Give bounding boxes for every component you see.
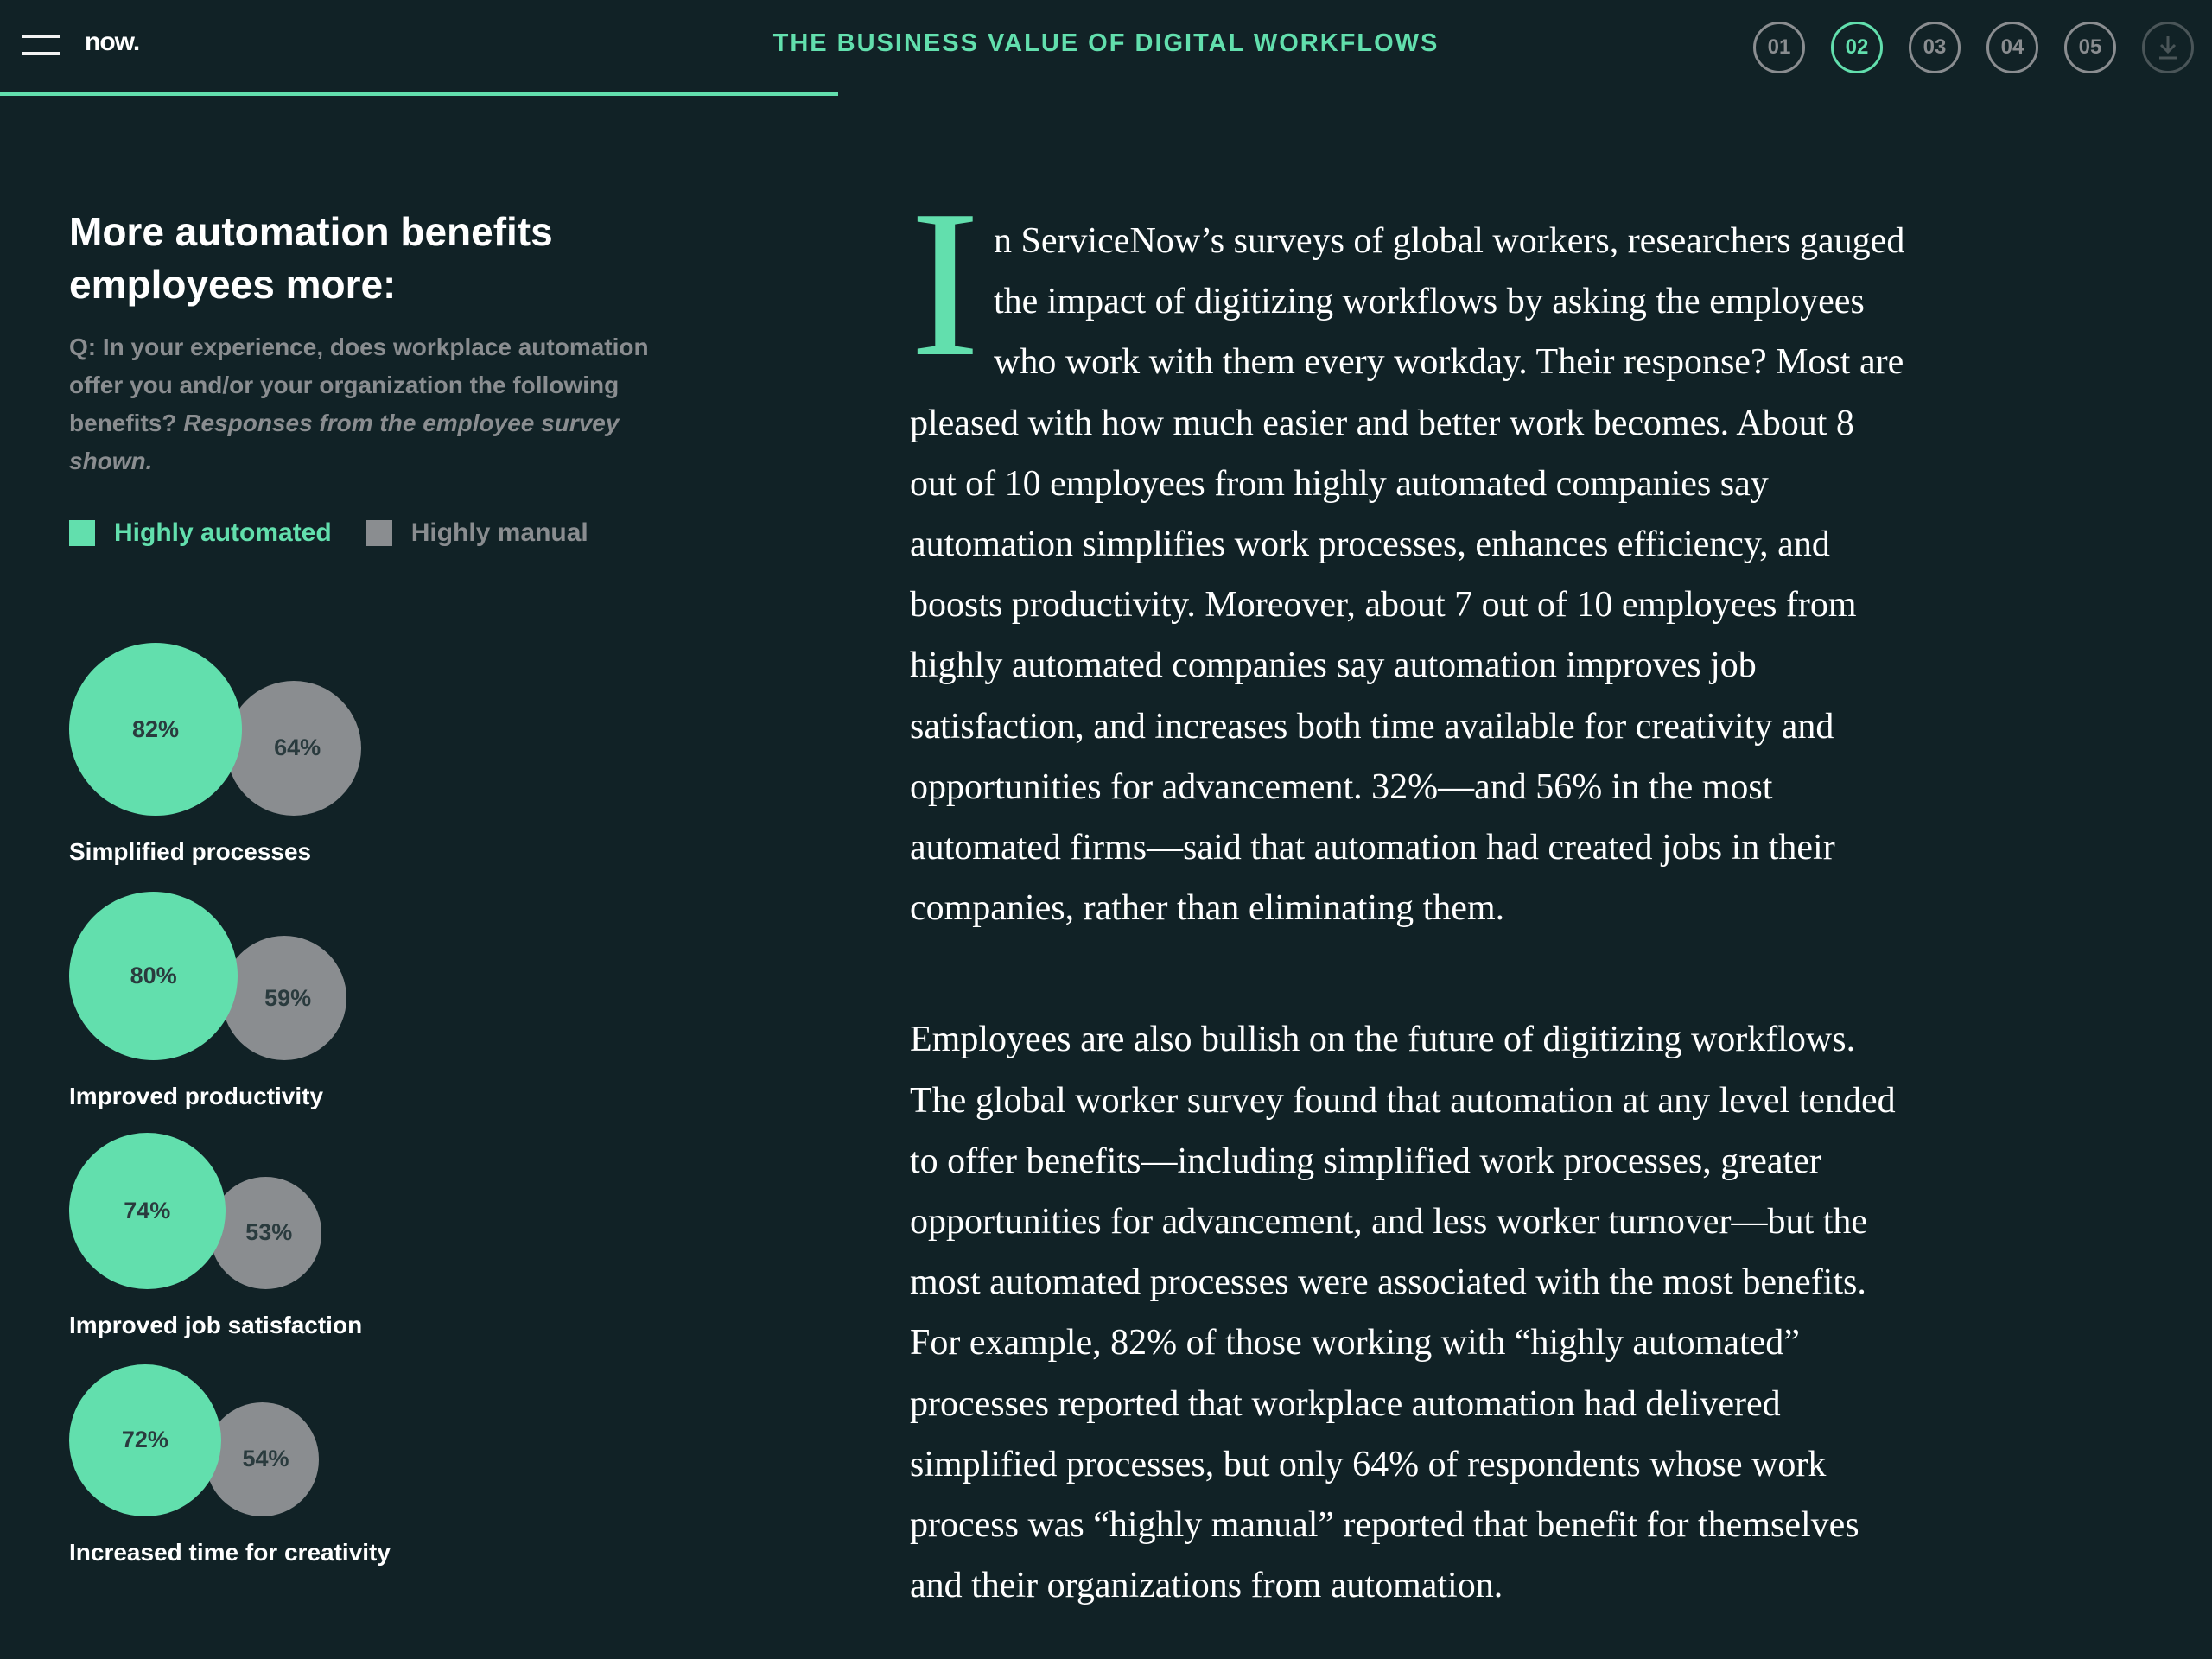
survey-question [69,328,691,480]
text-line: satisfaction, and increases both time available for creativity and [910,706,1834,747]
text-line: who work with them every workday. Their response? Most are [994,342,1904,383]
text-line: to offer benefits—including simplified work processes, greater [910,1141,1821,1181]
nav-section-03[interactable]: 03 [1909,22,1961,73]
bubble-automated: 82% [69,643,242,816]
text-line: companies, rather than eliminating them. [910,888,1505,929]
legend-item-automated [69,518,332,548]
text-line: highly automated companies say automation improves job [910,645,1757,686]
legend-label: Highly automated [114,518,332,547]
nav-section-01[interactable]: 01 [1753,22,1805,73]
bubble-category-label: Simplified processes [69,838,312,866]
bubble-manual: 54% [206,1402,320,1516]
text-line: most automated processes were associated with the most benefits. [910,1262,1866,1303]
article-body [910,167,2033,1616]
text-line: the impact of digitizing workflows by asking the employees [994,282,1865,322]
nav-section-02[interactable]: 02 [1831,22,1883,73]
text-line: pleased with how much easier and better work becomes. About 8 [910,403,1854,443]
legend-swatch-manual [366,520,392,546]
text-line: For example, 82% of those working with “highly automated” [910,1323,1800,1363]
text-line: Employees are also bullish on the future of digitizing workflows. [910,1020,1856,1060]
bubble-automated: 74% [69,1133,226,1289]
reading-progress-bar [0,92,838,96]
text-line: processes reported that workplace automation had delivered [910,1383,1781,1424]
text-line: opportunities for advancement. 32%—and 56% in the most [910,766,1773,807]
legend-item-manual [366,518,588,548]
bubble-category-label: Improved productivity [69,1083,324,1110]
bubble-automated: 80% [69,892,238,1060]
heading-line: More automation benefits [69,209,553,254]
bubble-automated: 72% [69,1364,221,1516]
bubble-category-label: Increased time for creativity [69,1538,391,1566]
legend-label: Highly manual [410,518,588,547]
text-line: simplified processes, but only 64% of respondents whose work [910,1444,1827,1484]
bubble-manual: 53% [210,1177,321,1288]
page-title: THE BUSINESS VALUE OF DIGITAL WORKFLOWS [772,29,1440,57]
nav-section-04[interactable]: 04 [1986,22,2038,73]
download-button[interactable] [2142,22,2194,73]
legend-swatch-automated [69,520,95,546]
text-line: automated firms—said that automation had created jobs in their [910,828,1835,868]
question-text: Q: In your experience, does workplace automation offer you and/or your organization the following benefits? [69,334,649,436]
now-logo[interactable]: now. [85,28,140,56]
heading-line: employees more: [69,262,397,307]
text-line: out of 10 employees from highly automated companies say [910,463,1769,504]
article-paragraph [910,1009,2033,1616]
text-line: opportunities for advancement, and less worker turnover—but the [910,1202,1868,1243]
text-line: and their organizations from automation. [910,1566,1503,1606]
bubble-manual: 59% [222,936,346,1060]
text-line: n ServiceNow’s surveys of global workers, researchers gauged [994,221,1905,261]
nav-section-05[interactable]: 05 [2064,22,2116,73]
text-line: process was “highly manual” reported that benefit for themselves [910,1505,1859,1546]
section-heading [69,206,553,311]
drop-cap: I [910,167,981,400]
article-paragraph [910,211,2033,938]
bubble-manual: 64% [226,681,361,816]
bubble-category-label: Improved job satisfaction [69,1311,363,1338]
section-nav [1753,22,2194,73]
question-note: Responses from the employee survey shown. [69,410,620,474]
chart-legend [69,518,623,548]
text-line: The global worker survey found that automation at any level tended [910,1080,1896,1121]
text-line: automation simplifies work processes, enhances efficiency, and [910,524,1830,565]
download-icon [2157,35,2179,60]
text-line: boosts productivity. Moreover, about 7 out of 10 employees from [910,585,1857,626]
